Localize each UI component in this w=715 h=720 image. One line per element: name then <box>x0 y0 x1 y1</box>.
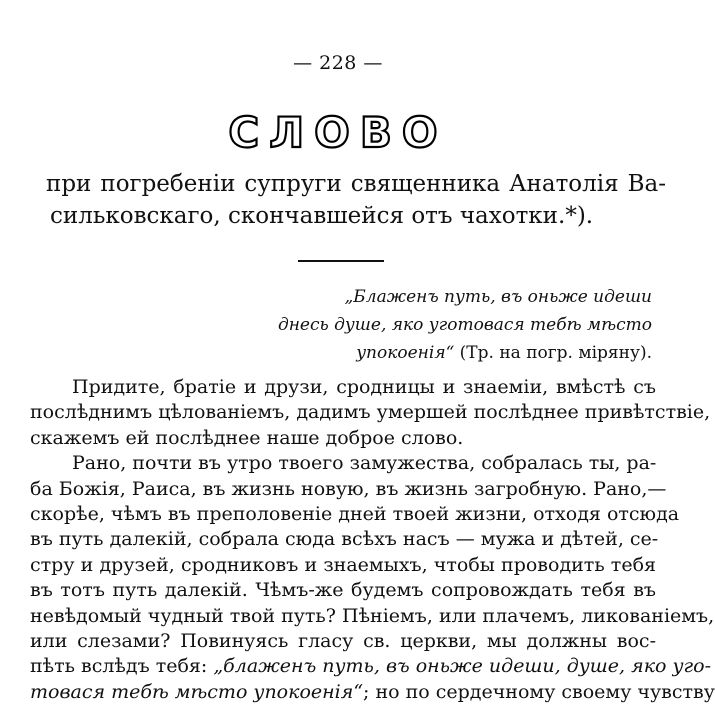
paragraph-1-line: послѣднимъ цѣлованіемъ, дадимъ умершей послѣднее привѣтствіе, <box>30 401 711 424</box>
last-line-1-plain: пѣть вслѣдъ тебя: <box>30 655 214 678</box>
paragraph-1-line: Придите, братіе и друзи, сродницы и знаеміи, вмѣстѣ съ <box>72 376 656 398</box>
subtitle-line-1: при погребеніи супруги священника Анатолія Ва- <box>46 171 666 197</box>
last-line-1-quote: „блаженъ путь, въ оньже идеши, душе, яко уго- <box>213 655 712 678</box>
paragraph-2-line: скорѣе, чѣмъ въ преполовеніе дней твоей жизни, отходя отсюда <box>30 503 680 526</box>
epigraph-line-1: „Блаженъ путь, въ оньже идеши <box>344 287 652 307</box>
paragraph-2-line: или слезами? Повинуясь гласу св. церкви, мы должны вос- <box>30 630 656 653</box>
subtitle-line-2: сильковскаго, скончавшейся отъ чахотки.*). <box>50 203 594 229</box>
paragraph-2-line: Рано, почти въ утро твоего замужества, собралась ты, ра- <box>72 452 657 475</box>
paragraph-1-line: скажемъ ей послѣднее наше доброе слово. <box>30 426 464 449</box>
sermon-title: СЛОВО <box>228 108 448 157</box>
epigraph <box>260 283 652 367</box>
epigraph-line-3-source: (Тр. на погр. міряну). <box>454 343 652 363</box>
last-line-2-plain: ; но по сердечному своему чувству <box>363 680 715 703</box>
sermon-subtitle <box>46 168 666 232</box>
paragraph-2-line <box>30 654 712 679</box>
last-line-2-quote: товася тебѣ мѣсто упокоенія“ <box>30 680 364 703</box>
epigraph-line-3-italic: упокоенія“ <box>356 343 455 363</box>
epigraph-line-2: днесь душе, яко уготовася тебѣ мѣсто <box>277 315 652 335</box>
paragraph-2-line: ба Божія, Раиса, въ жизнь новую, въ жизнь загробную. Рано,— <box>30 477 667 500</box>
sermon-body <box>30 375 715 705</box>
section-divider <box>298 260 384 262</box>
page-number: — 228 — <box>293 52 383 74</box>
epigraph-line-3 <box>260 339 652 367</box>
paragraph-2-line: невѣдомый чудный твой путь? Пѣніемъ, или плачемъ, ликованіемъ, <box>30 604 715 627</box>
paragraph-2-line: въ тотъ путь далекій. Чѣмъ-же будемъ сопровождать тебя въ <box>30 579 656 602</box>
paragraph-2-line <box>30 680 715 705</box>
paragraph-2-line: въ путь далекій, собрала сюда всѣхъ насъ — мужа и дѣтей, се- <box>30 528 659 551</box>
paragraph-2-line: стру и друзей, сродниковъ и знаемыхъ, чтобы проводить тебя <box>30 553 656 576</box>
